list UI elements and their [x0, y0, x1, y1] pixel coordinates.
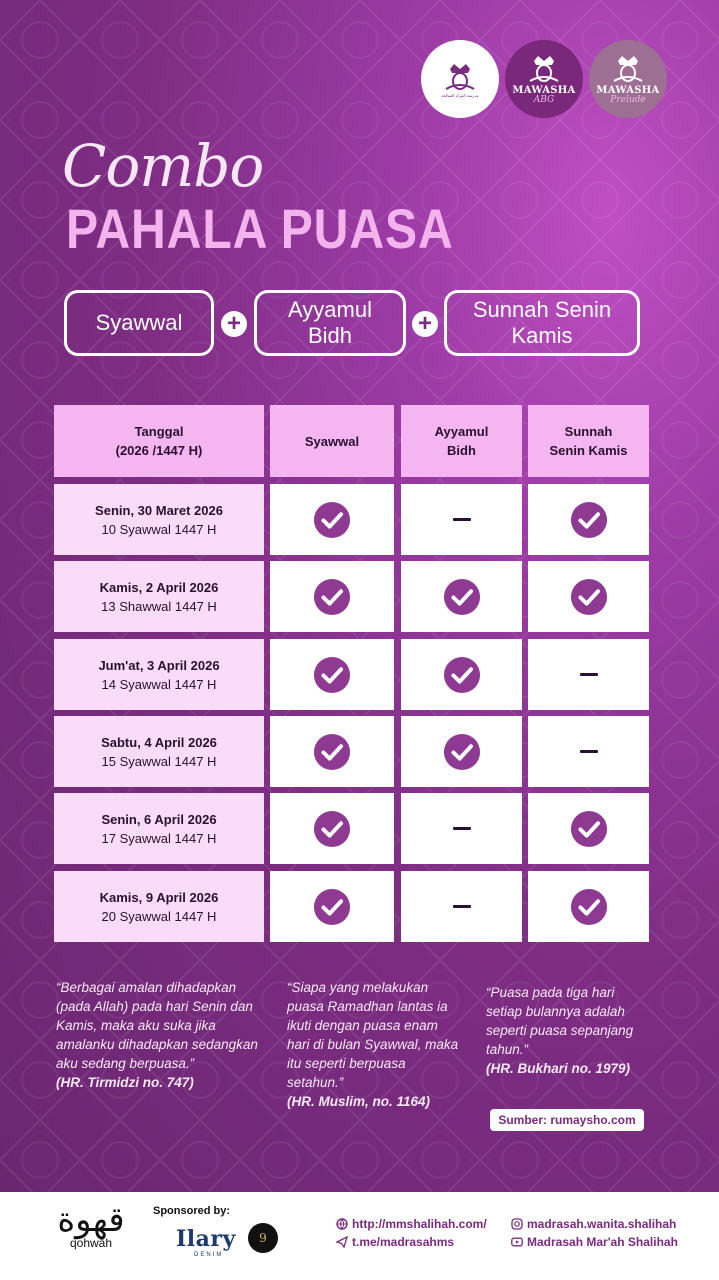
check-circle-icon: [313, 733, 351, 771]
website-link[interactable]: [336, 1217, 487, 1231]
instagram-link[interactable]: [511, 1217, 676, 1231]
header-sunnah-line2: Senin Kamis: [549, 443, 628, 458]
table-cell-ayyamul: [401, 716, 522, 787]
mawasha-prelude-sub: Prelude: [610, 95, 646, 105]
table-row-date: [54, 716, 264, 787]
quote-text: “Siapa yang melakukan puasa Ramadhan lantas ia ikuti dengan puasa enam hari di bulan Syawwal, maka itu seperti berpuasa setahun.”: [287, 980, 459, 1090]
pill-ayyamul-bidh: Ayyamul Bidh: [254, 290, 406, 356]
page-title: PAHALA PUASA: [66, 197, 454, 260]
table-cell-syawwal: [270, 871, 394, 942]
pill-sunnah-senin-kamis: Sunnah Senin Kamis: [444, 290, 640, 356]
check-circle-icon: [443, 656, 481, 694]
row-gregorian-date: Senin, 30 Maret 2026: [95, 502, 223, 518]
table-row-date: [54, 793, 264, 864]
header-date-line1: Tanggal: [134, 424, 184, 439]
table-cell-sunnah: [528, 561, 649, 632]
table-header-syawwal: [270, 405, 394, 477]
table-row-date: [54, 639, 264, 710]
quote-source: (HR. Muslim, no. 1164): [287, 1094, 431, 1109]
row-gregorian-date: Kamis, 2 April 2026: [99, 579, 219, 595]
check-circle-icon: [313, 501, 351, 539]
quote-text: “Berbagai amalan dihadapkan (pada Allah) pada hari Senin dan Kamis, maka aku suka jika amalanku dihadapkan sedangkan aku sedang berpuasa.”: [56, 980, 258, 1071]
dash-icon: [453, 518, 471, 521]
dash-icon: [580, 750, 598, 753]
sponsor-emblem-icon: 9: [248, 1223, 278, 1253]
header-ayyamul-line2: Bidh: [447, 443, 476, 458]
table-cell-sunnah: [528, 484, 649, 555]
crown-book-icon: [442, 61, 478, 93]
youtube-link[interactable]: [511, 1235, 678, 1249]
table-cell-syawwal: [270, 793, 394, 864]
table-cell-ayyamul: [401, 561, 522, 632]
quote-source: (HR. Tirmidzi no. 747): [56, 1075, 194, 1090]
table-row-date: [54, 871, 264, 942]
crown-book-icon: [610, 53, 646, 85]
check-circle-icon: [443, 733, 481, 771]
mawasha-abg-sub: ABG: [533, 95, 555, 105]
youtube-icon: [511, 1236, 523, 1248]
header-syawwal: Syawwal: [304, 433, 360, 449]
dash-icon: [453, 905, 471, 908]
qohwah-latin: qohwāh: [69, 1236, 113, 1250]
quote-text: “Puasa pada tiga hari setiap bulannya adalah seperti puasa sepanjang tahun.”: [486, 985, 634, 1057]
plus-icon: +: [412, 311, 438, 337]
globe-icon: [336, 1218, 348, 1230]
table-cell-ayyamul: [401, 484, 522, 555]
crown-book-icon: [526, 53, 562, 85]
row-gregorian-date: Kamis, 9 April 2026: [99, 889, 219, 905]
table-row-date: [54, 561, 264, 632]
table-cell-sunnah: [528, 871, 649, 942]
table-header-date: [54, 405, 264, 477]
check-circle-icon: [313, 656, 351, 694]
check-circle-icon: [570, 888, 608, 926]
row-hijri-date: 10 Syawwal 1447 H: [101, 521, 217, 537]
quote-tirmidzi: [56, 978, 262, 1092]
table-header-sunnah: [528, 405, 649, 477]
qohwah-logo: [36, 1200, 146, 1250]
telegram-text: t.me/madrasahms: [352, 1235, 455, 1249]
table-row-date: [54, 484, 264, 555]
row-hijri-date: 20 Syawwal 1447 H: [101, 908, 217, 924]
instagram-text: madrasah.wanita.shalihah: [527, 1217, 677, 1231]
telegram-icon: [336, 1236, 348, 1248]
quote-bukhari: [486, 983, 646, 1078]
ilary-sub: DENIM: [194, 1252, 224, 1258]
dash-icon: [580, 673, 598, 676]
row-hijri-date: 13 Shawwal 1447 H: [101, 598, 217, 614]
row-hijri-date: 14 Syawwal 1447 H: [101, 676, 217, 692]
quote-source: (HR. Bukhari no. 1979): [486, 1061, 631, 1076]
table-cell-ayyamul: [401, 639, 522, 710]
plus-icon: +: [221, 311, 247, 337]
table-cell-syawwal: [270, 484, 394, 555]
check-circle-icon: [443, 578, 481, 616]
table-cell-sunnah: [528, 716, 649, 787]
table-cell-ayyamul: [401, 871, 522, 942]
table-cell-syawwal: [270, 639, 394, 710]
row-gregorian-date: Senin, 6 April 2026: [101, 811, 217, 827]
check-circle-icon: [313, 888, 351, 926]
row-hijri-date: 15 Syawwal 1447 H: [101, 753, 217, 769]
row-gregorian-date: Jum'at, 3 April 2026: [98, 657, 220, 673]
header-date-line2: (2026 /1447 H): [115, 443, 203, 458]
instagram-icon: [511, 1218, 523, 1230]
check-circle-icon: [313, 810, 351, 848]
youtube-text: Madrasah Mar'ah Shalihah: [527, 1235, 678, 1249]
header-ayyamul-line1: Ayyamul: [434, 424, 489, 439]
header-sunnah-line1: Sunnah: [564, 424, 613, 439]
table-cell-sunnah: [528, 793, 649, 864]
check-circle-icon: [570, 578, 608, 616]
website-text: http://mmshalihah.com/: [352, 1217, 487, 1231]
quote-muslim: [287, 978, 463, 1111]
telegram-link[interactable]: [336, 1235, 454, 1249]
table-cell-syawwal: [270, 716, 394, 787]
row-hijri-date: 17 Syawwal 1447 H: [101, 830, 217, 846]
madrasah-logo-text: مدرسة المرأة الصالحة: [441, 92, 479, 98]
mawasha-abg-name: MAWASHA: [512, 85, 576, 96]
mawasha-prelude-name: MAWASHA: [596, 85, 660, 96]
pill-syawwal: Syawwal: [64, 290, 214, 356]
check-circle-icon: [570, 501, 608, 539]
madrasah-logo: [421, 40, 499, 118]
qohwah-arabic: قهوة: [57, 1200, 125, 1240]
table-cell-syawwal: [270, 561, 394, 632]
script-title: Combo: [62, 132, 264, 200]
mawasha-prelude-logo: [589, 40, 667, 118]
dash-icon: [453, 827, 471, 830]
table-cell-sunnah: [528, 639, 649, 710]
table-cell-ayyamul: [401, 793, 522, 864]
ilary-logo: Ilary: [176, 1226, 236, 1252]
check-circle-icon: [570, 810, 608, 848]
sponsored-label: Sponsored by:: [153, 1205, 231, 1217]
table-header-ayyamul: [401, 405, 522, 477]
check-circle-icon: [313, 578, 351, 616]
row-gregorian-date: Sabtu, 4 April 2026: [101, 734, 217, 750]
source-badge: Sumber: rumaysho.com: [490, 1109, 644, 1131]
mawasha-abg-logo: [505, 40, 583, 118]
